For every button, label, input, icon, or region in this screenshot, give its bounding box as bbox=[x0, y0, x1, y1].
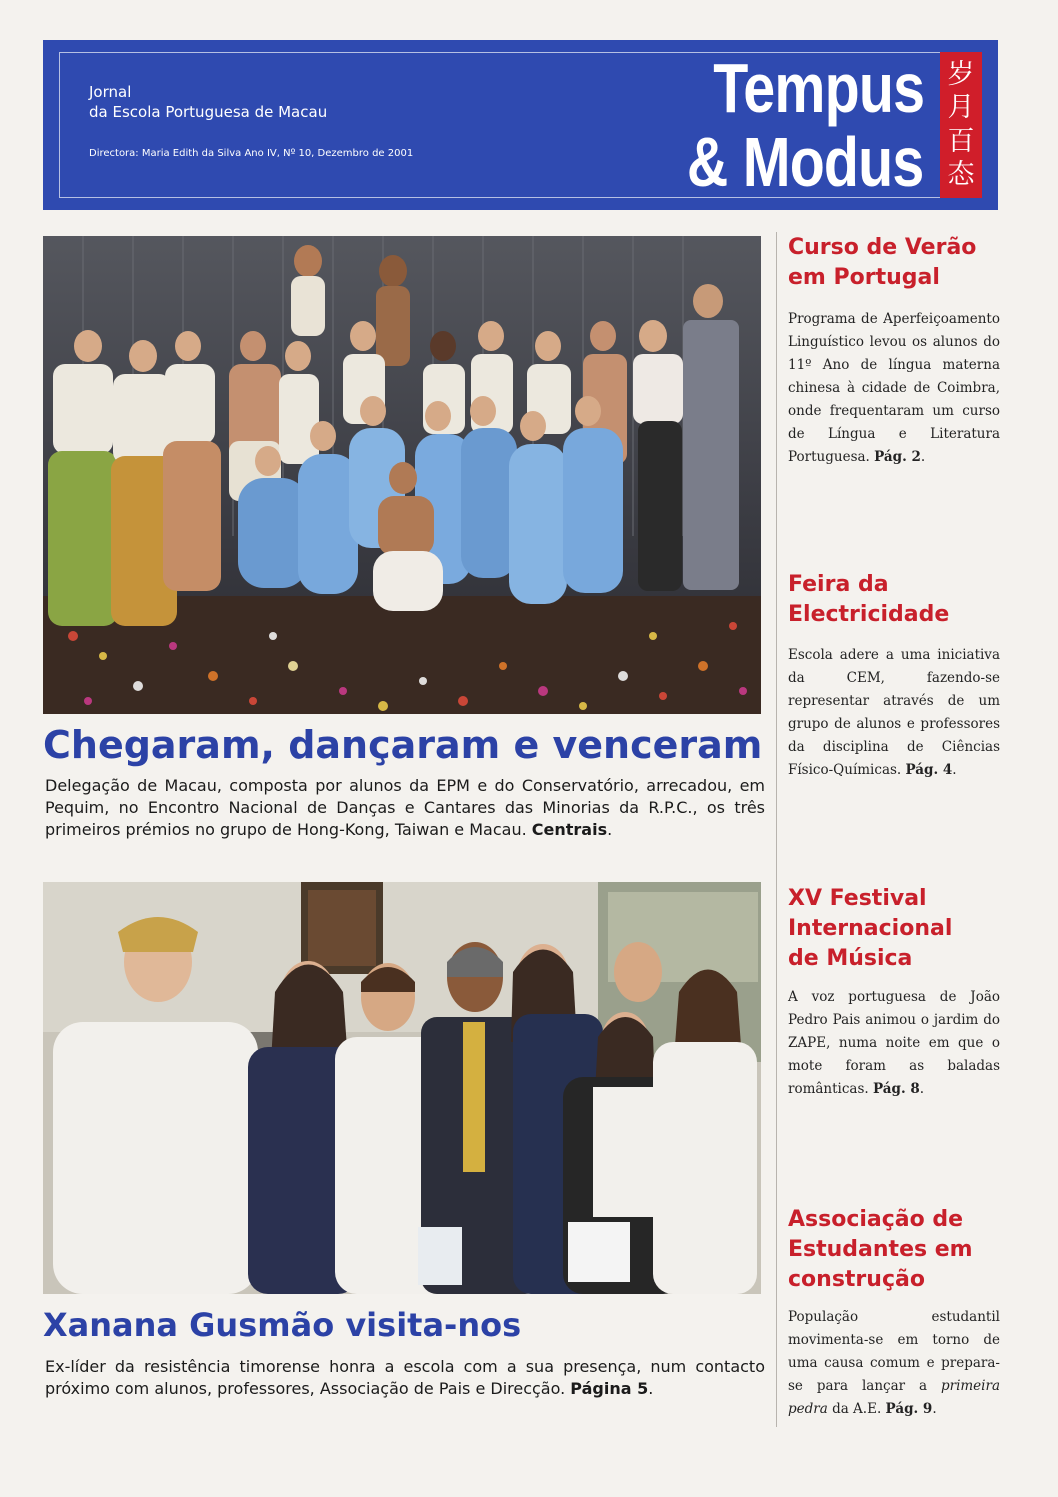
story2-ref-suffix: . bbox=[648, 1379, 654, 1398]
sidebar-item-page: Pág. 8 bbox=[873, 1081, 920, 1097]
masthead-title-tempus: Tempus bbox=[713, 49, 924, 127]
sidebar-item-page: Pág. 2 bbox=[874, 449, 921, 465]
story1-ref-suffix: . bbox=[607, 820, 613, 839]
sidebar-item-page-suffix: . bbox=[932, 1401, 937, 1417]
story1-page-ref: Centrais bbox=[531, 820, 608, 839]
masthead-school-name: da Escola Portuguesa de Macau bbox=[89, 103, 328, 121]
masthead-title-modus: & Modus bbox=[687, 123, 924, 201]
sidebar-item-text bbox=[788, 986, 1000, 1101]
sidebar-item-body-end: da A.E. bbox=[832, 1401, 882, 1417]
masthead-chinese-title bbox=[940, 52, 982, 198]
masthead bbox=[43, 40, 998, 210]
story1-lead bbox=[45, 775, 765, 841]
sidebar-item-text bbox=[788, 1306, 1000, 1421]
story2-lead bbox=[45, 1356, 765, 1400]
masthead-director-issue: Directora: Maria Edith da Silva Ano IV, Nº 10, Dezembro de 2001 bbox=[89, 148, 414, 159]
story2-lead-text: Ex-líder da resistência timorense honra a escola com a sua presença, num contacto próximo com alunos, professores, Associação de Pais e Direcção. bbox=[45, 1357, 765, 1398]
sidebar-item-text bbox=[788, 308, 1000, 469]
sidebar-item-page-suffix: . bbox=[920, 449, 926, 465]
sidebar-item-title: XV Festival Internacional de Música bbox=[788, 886, 953, 971]
sidebar-item-body: Programa de Aperfeiçoamento Linguístico levou os alunos do 11º Ano de língua materna chinesa à cidade de Coimbra, onde frequentaram um curso de Língua e Literatura Portuguesa. bbox=[788, 311, 1000, 465]
sidebar-item-title: Associação de Estudantes em construção bbox=[788, 1207, 973, 1292]
chinese-char: 月 bbox=[947, 92, 975, 124]
story1-headline: Chegaram, dançaram e venceram bbox=[43, 723, 763, 767]
sidebar-item-text bbox=[788, 644, 1000, 782]
sidebar-item-title: Feira da Electricidade bbox=[788, 572, 950, 627]
sidebar-item-body: A voz portuguesa de João Pedro Pais animou o jardim do ZAPE, numa noite em que o mote foram as baladas românticas. bbox=[788, 989, 1000, 1097]
sidebar-item-body: População estudantil movimenta-se em torno de uma causa comum e prepara-se para lançar a bbox=[788, 1309, 1000, 1394]
column-divider bbox=[776, 232, 777, 1427]
xanana-visit-photo bbox=[43, 882, 761, 1294]
sidebar-item-page-suffix: . bbox=[952, 762, 957, 778]
sidebar-item-body: Escola adere a uma iniciativa da CEM, fazendo-se representar através de um grupo de alunos e professores da disciplina de Ciências Físico-Químicas. bbox=[788, 647, 1000, 778]
masthead-jornal: Jornal bbox=[89, 83, 132, 101]
sidebar-item-title: Curso de Verão em Portugal bbox=[788, 235, 977, 290]
chinese-char: 态 bbox=[947, 159, 975, 191]
story2-headline: Xanana Gusmão visita-nos bbox=[43, 1306, 522, 1344]
chinese-char: 岁 bbox=[947, 58, 975, 90]
story1-lead-text: Delegação de Macau, composta por alunos da EPM e do Conservatório, arrecadou, em Pequim, no Encontro Nacional de Danças e Cantares das Minorias da R.P.C., os três primeiros prémios no grupo de Hong-Kong, Taiwan e Macau. bbox=[45, 776, 765, 839]
sidebar-item-page-suffix: . bbox=[919, 1081, 925, 1097]
sidebar-item-italic: primeira pedra bbox=[788, 1378, 1000, 1417]
chinese-char: 百 bbox=[947, 125, 975, 157]
sidebar-item-page: Pág. 9 bbox=[885, 1401, 933, 1417]
story2-page-ref: Página 5 bbox=[570, 1379, 649, 1398]
sidebar-item-page: Pág. 4 bbox=[905, 762, 953, 778]
dance-group-photo bbox=[43, 236, 761, 714]
